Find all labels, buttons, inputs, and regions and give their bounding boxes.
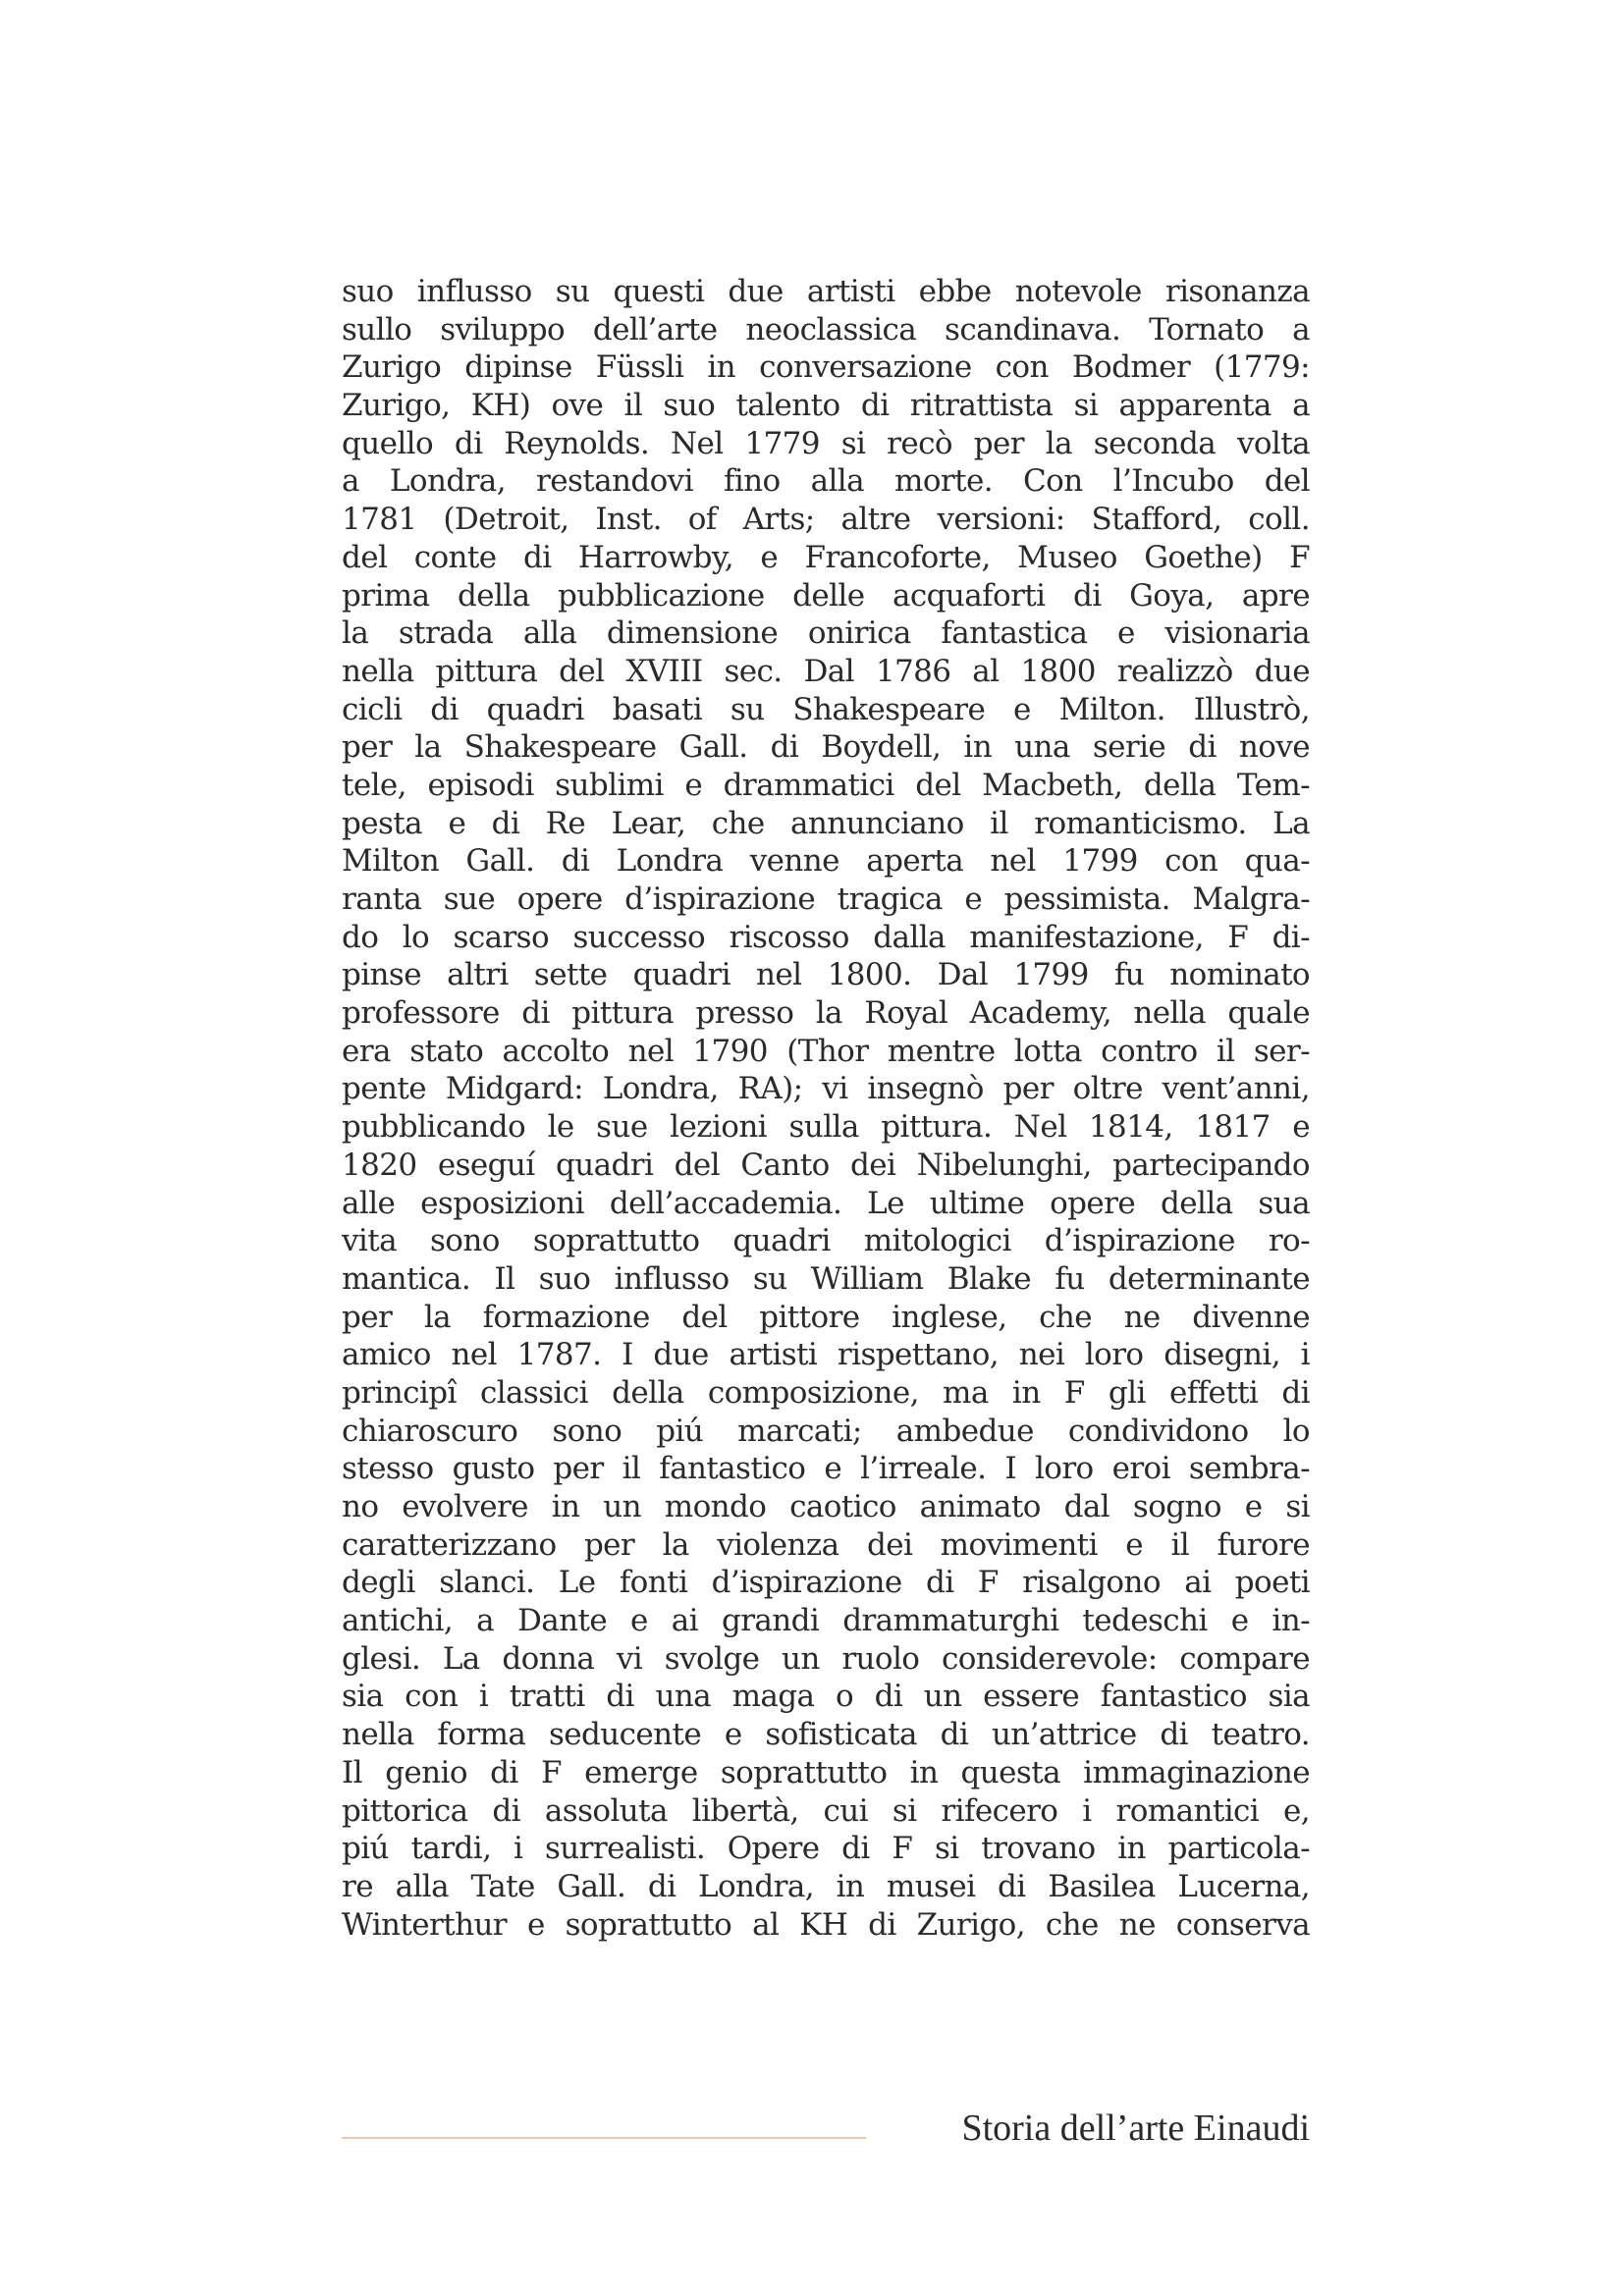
text-line: sia con i tratti di una maga o di un essere fantastico sia [342, 1679, 1310, 1715]
text-line: nella pittura del XVIII sec. Dal 1786 al 1800 realizzò due [342, 653, 1310, 689]
text-line: a Londra, restandovi fino alla morte. Con l’Incubo del [342, 463, 1310, 500]
text-line: amico nel 1787. I due artisti rispettano, nei loro disegni, i [342, 1337, 1310, 1373]
body-text [342, 273, 1310, 1944]
text-line: no evolvere in un mondo caotico animato dal sogno e si [342, 1489, 1310, 1524]
text-line: Winterthur e soprattutto al KH di Zurigo, che ne conserva [342, 1906, 1310, 1943]
text-line: stesso gusto per il fantastico e l’irreale. I loro eroi sembra- [342, 1451, 1310, 1487]
text-line: prima della pubblicazione delle acquaforti di Goya, apre [342, 577, 1310, 614]
text-line: antichi, a Dante e ai grandi drammaturghi tedeschi e in- [342, 1603, 1310, 1639]
text-line: 1820 eseguí quadri del Canto dei Nibelunghi, partecipando [342, 1147, 1310, 1183]
text-line: nella forma seducente e sofisticata di un’attrice di teatro. [342, 1717, 1310, 1753]
text-line: sullo sviluppo dell’arte neoclassica scandinava. Tornato a [342, 311, 1310, 347]
text-line: glesi. La donna vi svolge un ruolo considerevole: compare [342, 1640, 1310, 1677]
text-line: era stato accolto nel 1790 (Thor mentre lotta contro il ser- [342, 1033, 1310, 1069]
text-line: Zurigo, KH) ove il suo talento di ritrattista si apparenta a [342, 388, 1310, 424]
footer-rule [342, 2137, 866, 2139]
text-line: vita sono soprattutto quadri mitologici d’ispirazione ro- [342, 1223, 1310, 1259]
text-line: cicli di quadri basati su Shakespeare e Milton. Illustrò, [342, 691, 1310, 727]
text-line: suo influsso su questi due artisti ebbe notevole risonanza [342, 274, 1310, 309]
text-line: 1781 (Detroit, Inst. of Arts; altre versioni: Stafford, coll. [342, 502, 1310, 538]
text-line: la strada alla dimensione onirica fantastica e visionaria [342, 615, 1310, 652]
text-line: mantica. Il suo influsso su William Blake fu determinante [342, 1260, 1310, 1297]
text-line: pente Midgard: Londra, RA); vi insegnò per oltre vent’anni, [342, 1071, 1310, 1107]
text-line: del conte di Harrowby, e Francoforte, Museo Goethe) F [342, 539, 1310, 575]
text-line: pubblicando le sue lezioni sulla pittura. Nel 1814, 1817 e [342, 1109, 1310, 1146]
text-line: caratterizzano per la violenza dei movimenti e il furore [342, 1526, 1310, 1563]
text-line: do lo scarso successo riscosso dalla manifestazione, F di- [342, 919, 1310, 955]
text-line: professore di pittura presso la Royal Academy, nella quale [342, 995, 1310, 1032]
text-line: alle esposizioni dell’accademia. Le ultime opere della sua [342, 1185, 1310, 1221]
text-line: pesta e di Re Lear, che annunciano il romanticismo. La [342, 805, 1310, 841]
text-line: re alla Tate Gall. di Londra, in musei di Basilea Lucerna, [342, 1868, 1310, 1904]
text-line: per la formazione del pittore inglese, che ne divenne [342, 1299, 1310, 1335]
text-line: chiaroscuro sono piú marcati; ambedue condividono lo [342, 1413, 1310, 1449]
text-line: Zurigo dipinse Füssli in conversazione con Bodmer (1779: [342, 349, 1310, 386]
text-line: degli slanci. Le fonti d’ispirazione di F risalgono ai poeti [342, 1565, 1310, 1601]
text-line: piú tardi, i surrealisti. Opere di F si trovano in particola- [342, 1831, 1310, 1867]
text-line: principî classici della composizione, ma in F gli effetti di [342, 1374, 1310, 1411]
footer-title: Storia dell’arte Einaudi [961, 2108, 1310, 2149]
text-line: quello di Reynolds. Nel 1779 si recò per la seconda volta [342, 425, 1310, 461]
text-line: Il genio di F emerge soprattutto in questa immaginazione [342, 1754, 1310, 1790]
text-line: pittorica di assoluta libertà, cui si rifecero i romantici e, [342, 1792, 1310, 1829]
text-line: Milton Gall. di Londra venne aperta nel 1799 con qua- [342, 843, 1310, 880]
text-line: ranta sue opere d’ispirazione tragica e pessimista. Malgra- [342, 881, 1310, 917]
text-line: pinse altri sette quadri nel 1800. Dal 1799 fu nominato [342, 957, 1310, 993]
text-line: per la Shakespeare Gall. di Boydell, in una serie di nove [342, 729, 1310, 766]
text-line: tele, episodi sublimi e drammatici del Macbeth, della Tem- [342, 767, 1310, 803]
